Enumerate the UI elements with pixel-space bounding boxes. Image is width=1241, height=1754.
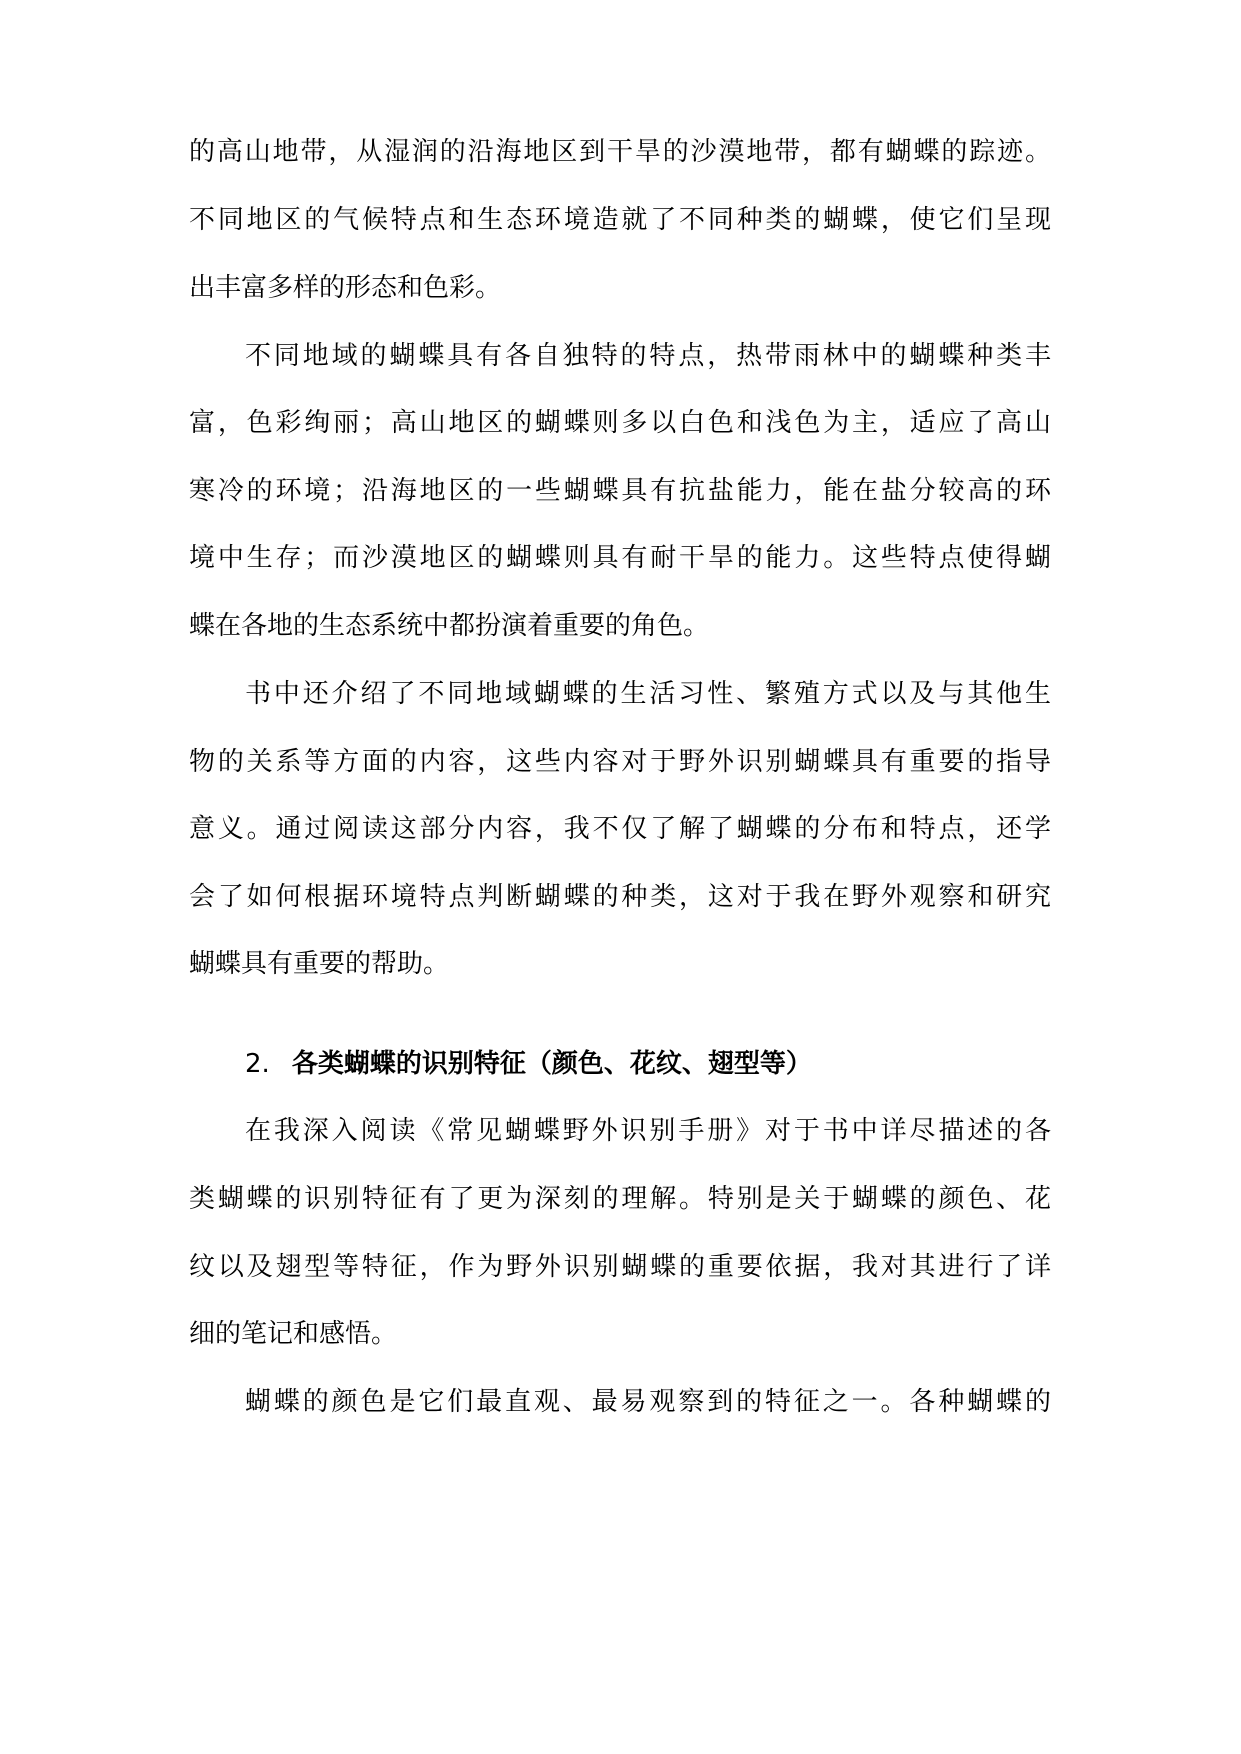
section-number: 2. — [245, 1049, 270, 1079]
paragraph-2-line-5: 蝶在各地的生态系统中都扮演着重要的角色。 — [189, 611, 710, 641]
paragraph-3-line-5: 蝴蝶具有重要的帮助。 — [189, 949, 450, 979]
paragraph-4-line-4: 细的笔记和感悟。 — [189, 1319, 398, 1349]
section-title: 各类蝴蝶的识别特征（颜色、花纹、翅型等） — [291, 1049, 812, 1079]
paragraph-3-line-3: 意义。通过阅读这部分内容，我不仅了解了蝴蝶的分布和特点，还学 — [189, 814, 1051, 844]
paragraph-4-line-1: 在我深入阅读《常见蝴蝶野外识别手册》对于书中详尽描述的各 — [245, 1116, 1051, 1146]
paragraph-2-line-4: 境中生存；而沙漠地区的蝴蝶则具有耐干旱的能力。这些特点使得蝴 — [189, 543, 1051, 573]
paragraph-2-line-1: 不同地域的蝴蝶具有各自独特的特点，热带雨林中的蝴蝶种类丰 — [245, 341, 1051, 371]
paragraph-4-line-2: 类蝴蝶的识别特征有了更为深刻的理解。特别是关于蝴蝶的颜色、花 — [189, 1184, 1051, 1214]
paragraph-3-line-4: 会了如何根据环境特点判断蝴蝶的种类，这对于我在野外观察和研究 — [189, 882, 1051, 912]
paragraph-2-line-2: 富，色彩绚丽；高山地区的蝴蝶则多以白色和浅色为主，适应了高山 — [189, 408, 1051, 438]
paragraph-3-line-1: 书中还介绍了不同地域蝴蝶的生活习性、繁殖方式以及与其他生 — [245, 679, 1051, 709]
paragraph-2-line-3: 寒冷的环境；沿海地区的一些蝴蝶具有抗盐能力，能在盐分较高的环 — [189, 476, 1051, 506]
paragraph-5-line-1: 蝴蝶的颜色是它们最直观、最易观察到的特征之一。各种蝴蝶的 — [245, 1387, 1051, 1417]
paragraph-1-line-1: 的高山地带，从湿润的沿海地区到干旱的沙漠地带，都有蝴蝶的踪迹。 — [189, 137, 1051, 167]
paragraph-1-line-3: 出丰富多样的形态和色彩。 — [189, 273, 502, 303]
paragraph-1-line-2: 不同地区的气候特点和生态环境造就了不同种类的蝴蝶，使它们呈现 — [189, 205, 1051, 235]
section-heading — [245, 1044, 812, 1084]
paragraph-4-line-3: 纹以及翅型等特征，作为野外识别蝴蝶的重要依据，我对其进行了详 — [189, 1252, 1051, 1282]
paragraph-3-line-2: 物的关系等方面的内容，这些内容对于野外识别蝴蝶具有重要的指导 — [189, 747, 1051, 777]
